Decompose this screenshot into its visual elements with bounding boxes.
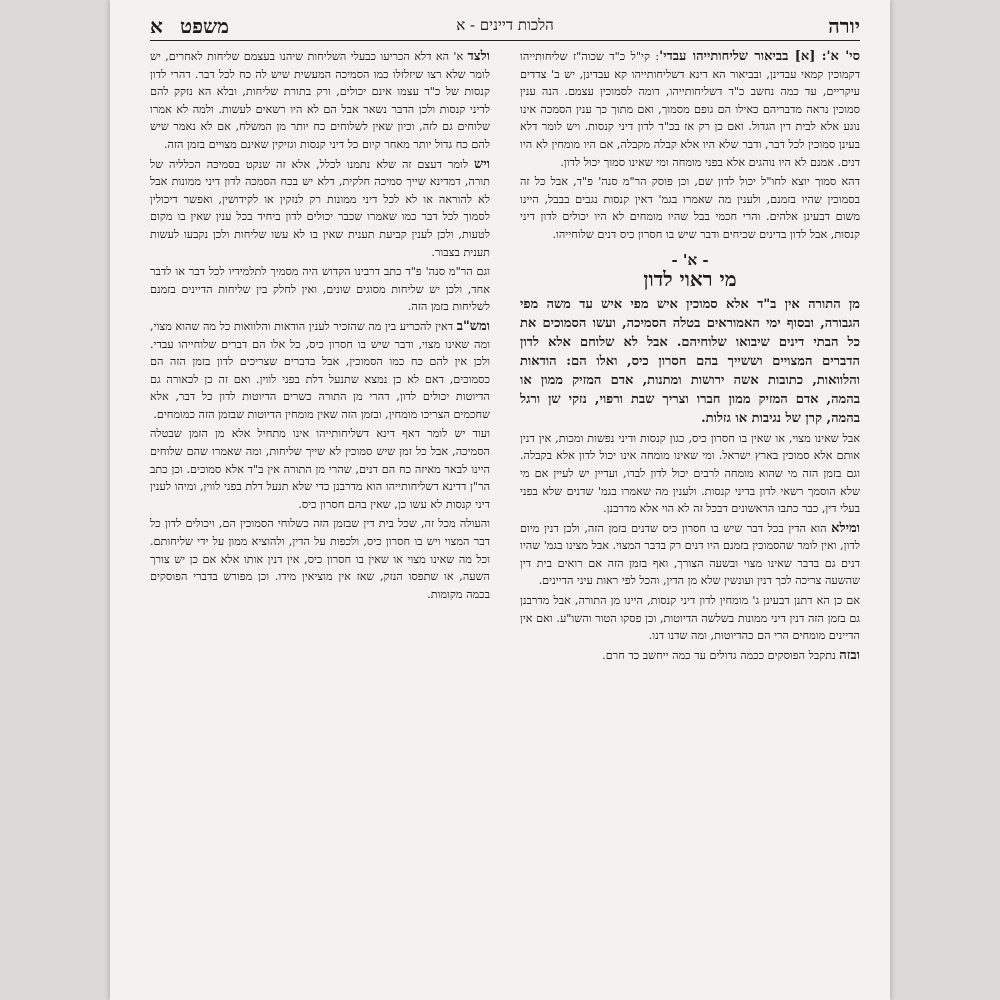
right-column (520, 48, 860, 993)
main-halacha-text: מן התורה אין ב"ד אלא סמוכין איש מפי איש עד משה מפי הגבורה, ובסוף ימי האמוראים בטלה הסמיכה, ועשו הסמוכים את כל הבתי דינים שיבואו שלוחיהם. אבל לא שלוחם אלא לדון הדברים המצויים וששייך בהם חסרון כיס, ואלו הם: הודאות והלוואות, כתובות אשה ירושות ומתנות, אדם המזיק ממון או בהמה, אדם המזיק ממון חברו וצריך שבת ורפוי, נזקי שן ורגל בהמה, קרן של נגיבות או גזלות. (520, 296, 860, 426)
vemila-paragraph (520, 520, 860, 590)
book-page (110, 0, 890, 1000)
bottom-text: נתקבל הפוסקים ככמה גדולים עד כמה ייחשב כד חרם. (602, 648, 836, 662)
header-page-letter: א (150, 14, 163, 38)
header-chapter-title: הלכות דיינים - א (456, 16, 554, 34)
vemila-lead: ומילא (831, 520, 860, 536)
vemila-text: הוא הדין בכל דבר שיש בו חסרון כיס שדנים בזמן הזה, ולכן דנין מיום לדון, ואין לומר שהסמוכין בזמנם היו דנים רק בדבר המצוי. אבל מצינו בגמ' שהיו דנים גם בדבר שאינו מצוי ובשעה הצורך, ואף בזמן הזה אם רואים בית דין שהשעה צריכה לכך דנין ועונשין שלא מן הדין, והכל לפי ראות עיני הדיינים. (520, 521, 860, 588)
after-main-paragraph: אבל שאינו מצוי, או שאין בו חסרון כיס, כגון קנסות ודיני נפשות ומכות, אין דנין אותם אלא סמוכין בארץ ישראל. ומי שאינו מומחה אינו יכול לדון אלא בקבלה. וגם בזמן הזה מי שהוא מומחה לרבים יכול לדון לבדו, ועדיין יש לעיין אם מי שלא הוסמך רשאי לדון בדיני קנסות. ולענין מה שאמרו בגמ' שדנים שלא בפני בעלי דין, כבר כתבו הראשונים דבכל זה לא הוי אלא מדרבנן. (520, 431, 860, 516)
intro-paragraph (520, 48, 860, 171)
header-book-word: יורה (828, 14, 860, 38)
veyesh-text: לומר דעצם זה שלא נתמנו לכלל, אלא זה שנקט בסמיכה הכלליה של תורה, דמדינא שייך סמיכה חלקית, דלא יש בכח הסמכה לדון דיני ממונות אבל לא להוראה או לא לכל דיני ממונות רק לנזקין או לקידושין, ואפשר דיכולין לסמוך לכל דבר כמו שאמרו שכבר יכולים לדון ביחיד בכל ענין שאין בו מקום לטעות, ולכן לענין קביעת תענית שאין בו לא עשו שליחות ולכן נקבעו לעשות תענית בצבור. (150, 157, 490, 259)
vel-text: א' הא דלא הכריעו כבעלי השליחות שיהנו בעצמם שליחות לאחרים, יש לומר שלא רצו שיזלזלו כמו הסמיכה המעשית שיש לה כח לכל דבר. דהרי לדון קנסות של כ"ד עצמו אינם יכולים, ורק בתורת שליחות, ובלא הא נזקק להם לדיני קנסות ולכן הדבר נשאר אבל הם לא היו רשאים לעשות. ולמה לא אמרו שלוחים גם לזה, וכיון שאין לשלוחים כח יותר מן המשלח, אם לא נאמר שיש להם כח גדול יותר מאחר קיום כל דיני קנסות וגזיקין שאינם מצויים בזמן הזה. (150, 50, 490, 151)
umashab-lead: ומש"ב (456, 318, 490, 334)
header-volume-word: משפט (180, 14, 229, 38)
vel-lead: ולצד (467, 49, 490, 64)
umashab-paragraph (150, 318, 490, 424)
left-column (150, 48, 490, 993)
veyesh-lead: ויש (474, 156, 490, 172)
siman-number: - א' - (671, 250, 709, 269)
intro-paragraph-2 (520, 173, 860, 243)
bottom-lead: ובזה (839, 647, 860, 663)
intro-text: : קי"ל כ"ד שכוה"ז שליחותייהו דקמוכין קמאי עבדינן, ובביאור הא דינא דשליחותייהו קא עבדינן, יש ב' צדדים עיקריים, עד כמה נחשב כ"ד דשליחותייהו, דומה לסמוכין עצמם. הנה ענין סמוכין נראה מדבריהם כאילו הם גופם מסמוך, ואם מתוך כך ענין הסמכה אינו נוגע אלא לבית דין הגדול. ואם כן רק אז בכ"ד לדון דיני קנסות. ויש לומר דלא בעינן סמוכין לכל דבר, ודבר שלא היו אלא קבלה מקבלה, אם היו מומחין לא היו דנים. אמנם לא היו נוהגים אלא בפני מומחה ומי שאינו סמוך יכול לדון. (520, 50, 860, 169)
siman-title: מי ראוי לדון (643, 267, 737, 292)
intro-text-2: דהא סמוך יוצא לחו"ל יכול לדון שם, וכן פוסק הר"מ סנה' פ"ד, אבל כל זה בסמוכין שהיו בזמנם, ולענין מה שאמרו בגמ' דאין קנסות נגבים בבבל, היינו משום דבעינן אלהים. והרי חכמי בבל שהיו מומחים לא היו יכולים לדון דיני קנסות, אבל לדון בדינים שכיחים ודבר שיש בו חסרון כיס דנים שלוחייהו. (520, 175, 860, 241)
secondary-paragraph: וגם הר"מ סנה' פ"ד כתב דרבינו הקדוש היה מסמיך לתלמידיו לכל דבר או לדבר אחד, ולכן יש שליחות מסוגים שונים, ואין לחלק בין שליחות הדיינים בזמנם לשליחות בזמן הזה. (150, 265, 490, 314)
final-paragraph: והעולה מכל זה, שכל בית דין שבזמן הזה כשלוחי הסמוכין הם, ויכולים לדון כל דבר המצוי ויש בו חסרון כיס, ולכפות על הדין, ולהוציא ממון על ידי שליחותם. וכל מה שאינו מצוי או שאין בו חסרון כיס, אין דנין אותו אלא אם כן יש צורך השעה, או שתפסו הנזק, שאז אין מוציאין מידו. וכן מפורש בדברי הפוסקים בכמה מקומות. (150, 517, 490, 601)
intro-lead: סי' א': [א] בביאור שליחותייהו עבדי' (659, 49, 860, 64)
vel-paragraph (150, 48, 490, 154)
extended-paragraph: ועוד יש לומר דאף דינא דשליחותייהו אינו מתחיל אלא מן הזמן שבטלה הסמיכה, אבל כל זמן שיש סמוכין לא שייך שליחות, ומה שאמרו שהם שלוחים היינו לבאר מאיזה כח הם דנים, שהרי מן התורה אין ב"ד אלא סמוכים. וכן כתב הר"ן דדינא דשליחותייהו הוא מדרבנן כדי שלא תנעל דלת בפני לווין, ומיהו לענין דיני קנסות לא עשו כן, שאין בהם חסרון כיס. (150, 427, 490, 511)
bottom-paragraph (520, 647, 860, 665)
closing-paragraph: אם כן הא דתנן דבעינן ג' מומחין לדון דיני קנסות, היינו מן התורה, אבל מדרבנן גם בזמן הזה דנין דיני ממונות בשלשה הדיוטות, וכן פסקו הטור והשו"ע. ואם אין הדיינים מומחים הרי הם כהדיוטות, ומה שדנו דנו. (520, 594, 860, 643)
veyesh-paragraph (150, 156, 490, 262)
page-header (150, 14, 860, 41)
umashab-text: דאין להכריע בין מה שהזכיר לענין הודאות והלוואות כל מה שהוא מצוי, ומה שאינו מצוי, ודבר שיש בו חסרון כיס, כל אלו הם דברים שלוחייהו עבדי. ולכן אין להם כח כמו הסמוכין, אבל בדברים שצריכים לדון בזמן הזה הם כסמוכים, דאם לא כן נמצא שתנעל דלת בפני לווין. ואם זה כן לכאורה גם הדיוטות יכולים לדון, דהרי מן התורה כשרים הדיוטות לדון כל דבר, אלא שחכמים הצריכו מומחין, ובזמן הזה שאין מומחין הדיוטות שבזמן הזה כמומחים. (150, 319, 490, 421)
